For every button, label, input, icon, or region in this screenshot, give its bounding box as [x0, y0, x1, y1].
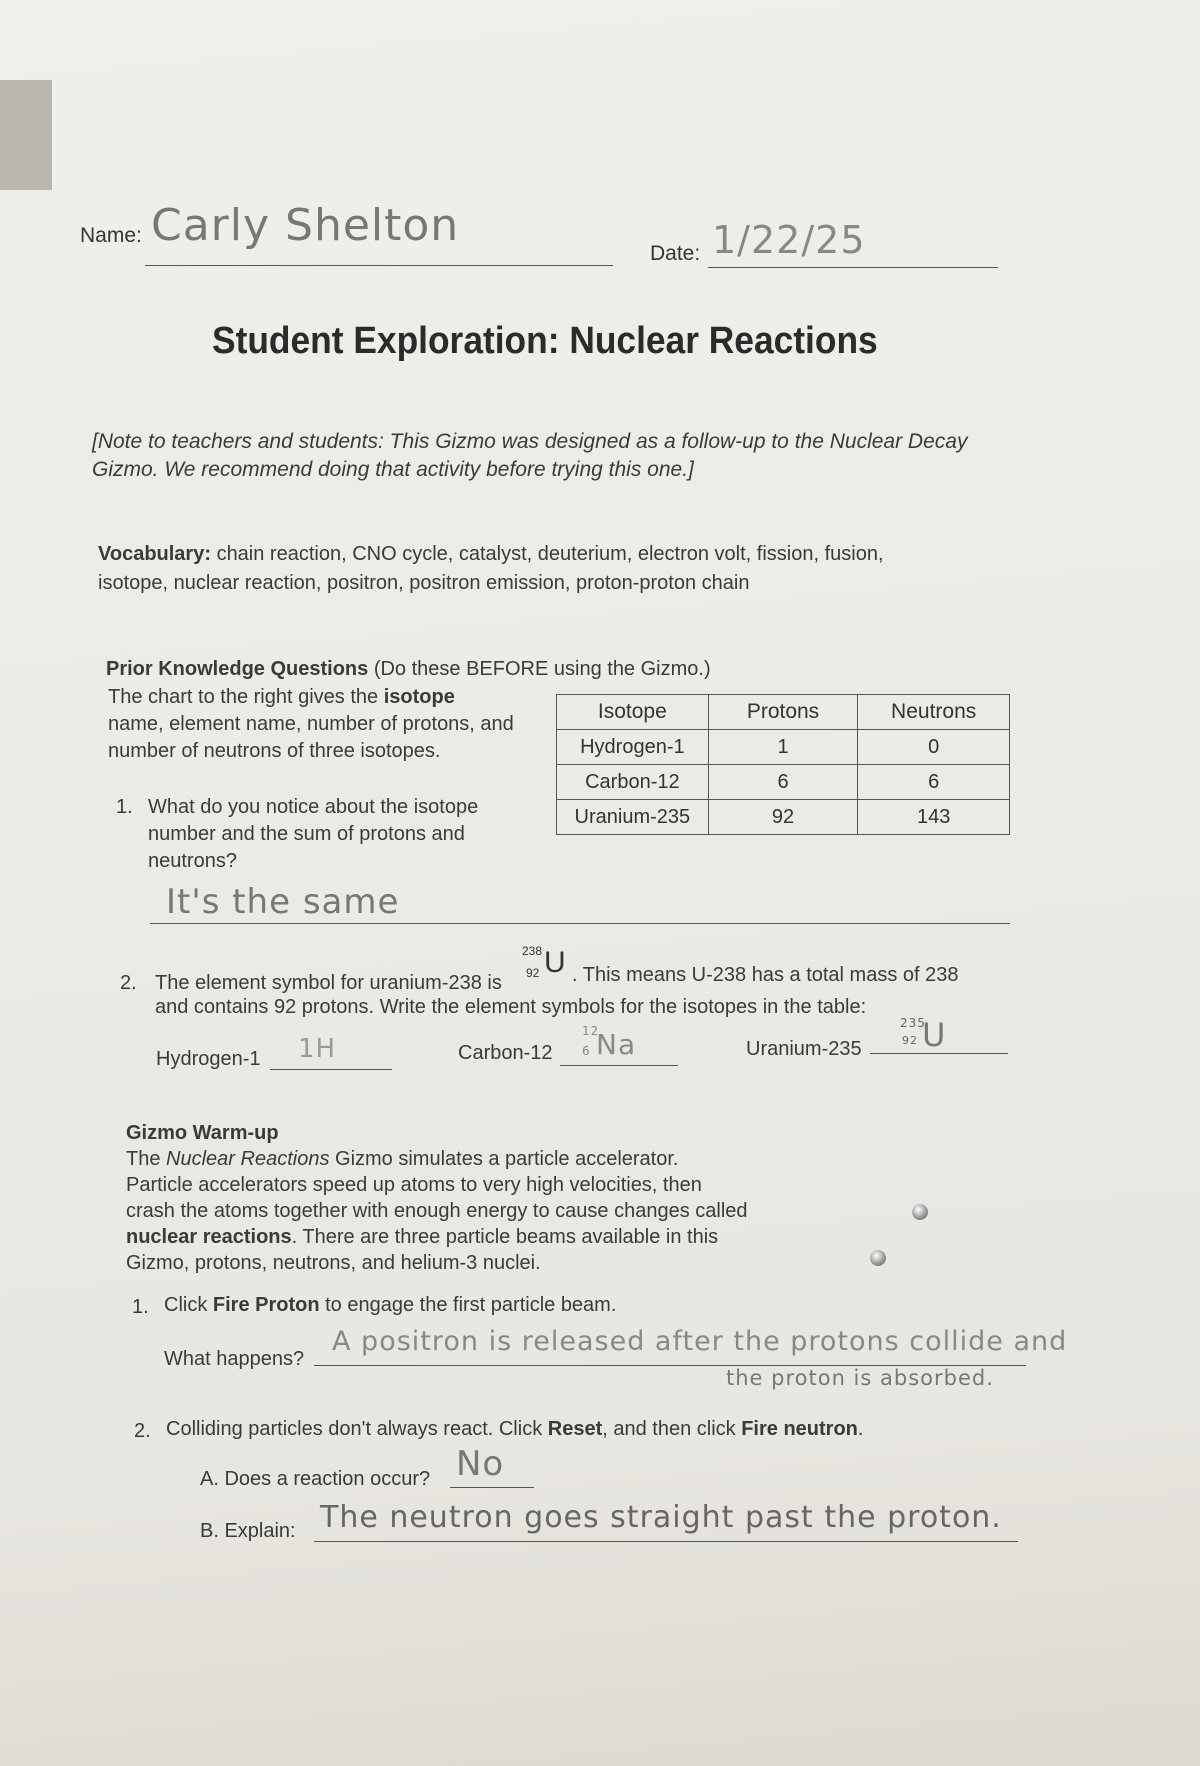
particle-dot-icon [912, 1204, 928, 1220]
carbon-answer-mass: 12 [582, 1024, 600, 1038]
warmup-q2-instruction [166, 1416, 863, 1442]
warmup-q1-b: Fire Proton [212, 1294, 320, 1316]
warmup-line-3: crash the atoms together with enough energy to cause changes called [126, 1200, 748, 1222]
note-line-1: [Note to teachers and students: This Gizmo was designed as a follow-up to the Nuclear Decay [92, 430, 968, 453]
vocabulary [98, 540, 1098, 598]
table-header-protons: Protons [708, 695, 858, 730]
hydrogen-answer-field[interactable] [270, 1034, 392, 1070]
warmup-q1-instruction [164, 1292, 616, 1318]
warmup-section [126, 1120, 826, 1276]
vocabulary-line-2: isotope, nuclear reaction, positron, positron emission, proton-proton chain [98, 572, 750, 594]
hydrogen-label: Hydrogen-1 [156, 1048, 261, 1070]
table-cell: Carbon-12 [557, 765, 709, 800]
table-row [557, 730, 1010, 765]
q1-line-3: neutrons? [148, 850, 237, 872]
prior-heading-note: (Do these BEFORE using the Gizmo.) [373, 658, 711, 680]
note-line-2: Gizmo. We recommend doing that activity before trying this one.] [92, 458, 694, 481]
table-row [557, 800, 1010, 835]
uranium-answer-symbol: U [922, 1016, 947, 1054]
intro-line-1b: isotope [383, 686, 455, 708]
what-happens-label: What happens? [164, 1348, 305, 1370]
carbon-label: Carbon-12 [458, 1042, 553, 1064]
intro-line-2: name, element name, number of protons, and [108, 713, 514, 735]
q1-number: 1. [116, 796, 133, 818]
page-edge-tab [0, 80, 52, 190]
warmup-line-1b: Nuclear Reactions [166, 1148, 330, 1170]
isotope-table [556, 694, 1010, 835]
carbon-answer-atomic: 6 [582, 1044, 591, 1058]
intro-line-1a: The chart to the right gives the [108, 686, 384, 708]
table-cell: Uranium-235 [557, 800, 709, 835]
q2-line-1a: The element symbol for uranium-238 is [155, 972, 502, 994]
warmup-q2-e: . [857, 1418, 864, 1440]
warmup-q2-d: Fire neutron [741, 1418, 858, 1440]
date-value: 1/22/25 [712, 218, 866, 262]
warmup-line-2: Particle accelerators speed up atoms to very high velocities, then [126, 1174, 702, 1196]
uranium-answer-mass: 235 [900, 1016, 926, 1030]
q2-number: 2. [120, 972, 137, 994]
uranium-answer-atomic: 92 [902, 1034, 918, 1047]
warmup-q2-number: 2. [134, 1420, 151, 1442]
vocabulary-label: Vocabulary: [98, 543, 211, 565]
q2-element-symbol: U [544, 946, 566, 979]
name-label: Name: [80, 224, 142, 247]
explain-field[interactable] [314, 1502, 1018, 1542]
table-cell: 6 [858, 765, 1010, 800]
prior-intro [108, 684, 548, 765]
table-cell: 143 [858, 800, 1010, 835]
what-happens-answer-line-2: the proton is absorbed. [726, 1366, 994, 1390]
particle-dot-icon [870, 1250, 886, 1266]
reaction-occur-answer: No [456, 1444, 505, 1484]
table-cell: 1 [708, 730, 858, 765]
reaction-occur-field[interactable] [450, 1446, 534, 1488]
q2-atomic-number: 92 [526, 966, 540, 980]
warmup-q2-c: , and then click [602, 1418, 742, 1440]
q1-line-2: number and the sum of protons and [148, 823, 465, 845]
warmup-line-4a: nuclear reactions [126, 1226, 292, 1248]
name-value: Carly Shelton [151, 200, 460, 251]
table-header-isotope: Isotope [557, 695, 709, 730]
q2-mass-number: 238 [522, 944, 543, 958]
table-cell: Hydrogen-1 [557, 730, 709, 765]
warmup-q1-number: 1. [132, 1296, 149, 1318]
table-cell: 6 [708, 765, 858, 800]
intro-line-3: number of neutrons of three isotopes. [108, 740, 441, 762]
q2-line-1b: . This means U-238 has a total mass of 238 [572, 964, 959, 986]
vocabulary-line-1: chain reaction, CNO cycle, catalyst, deuterium, electron volt, fission, fusion, [216, 543, 884, 565]
table-row [557, 765, 1010, 800]
q1-question [148, 794, 548, 875]
hydrogen-answer: 1H [298, 1034, 337, 1064]
warmup-line-1a: The [126, 1148, 167, 1170]
name-field[interactable] [145, 200, 613, 266]
what-happens-answer-line-1: A positron is released after the protons collide and [332, 1326, 1068, 1357]
explain-answer: The neutron goes straight past the proton. [320, 1500, 1002, 1535]
date-label: Date: [650, 242, 701, 265]
table-cell: 0 [858, 730, 1010, 765]
reaction-occur-label: A. Does a reaction occur? [200, 1468, 431, 1490]
table-header-neutrons: Neutrons [858, 695, 1010, 730]
explain-label: B. Explain: [200, 1520, 296, 1542]
page-title: Student Exploration: Nuclear Reactions [212, 320, 878, 362]
date-field[interactable] [708, 218, 998, 268]
uranium-answer-field[interactable] [870, 1018, 1008, 1054]
q1-line-1: What do you notice about the isotope [148, 796, 479, 818]
carbon-answer-symbol: Na [596, 1028, 637, 1061]
warmup-line-4b: . There are three particle beams available in this [291, 1226, 719, 1248]
what-happens-field[interactable] [314, 1326, 1068, 1366]
uranium-label: Uranium-235 [746, 1038, 862, 1060]
q2-line-2: and contains 92 protons. Write the element symbols for the isotopes in the table: [155, 996, 867, 1018]
q1-answer-field[interactable] [150, 880, 1010, 924]
teacher-note [92, 428, 1112, 484]
warmup-q2-b: Reset [547, 1418, 603, 1440]
table-header-row [557, 695, 1010, 730]
prior-heading-text: Prior Knowledge Questions [106, 658, 369, 680]
warmup-q1-c: to engage the first particle beam. [319, 1294, 617, 1316]
table-cell: 92 [708, 800, 858, 835]
warmup-q2-a: Colliding particles don't always react. Click [166, 1418, 548, 1440]
warmup-heading: Gizmo Warm-up [126, 1122, 279, 1144]
warmup-line-5: Gizmo, protons, neutrons, and helium-3 nuclei. [126, 1252, 541, 1274]
q1-answer: It's the same [166, 882, 400, 922]
carbon-answer-field[interactable] [560, 1024, 678, 1066]
warmup-line-1c: Gizmo simulates a particle accelerator. [329, 1148, 679, 1170]
warmup-q1-a: Click [164, 1294, 213, 1316]
prior-knowledge-heading [106, 656, 806, 682]
